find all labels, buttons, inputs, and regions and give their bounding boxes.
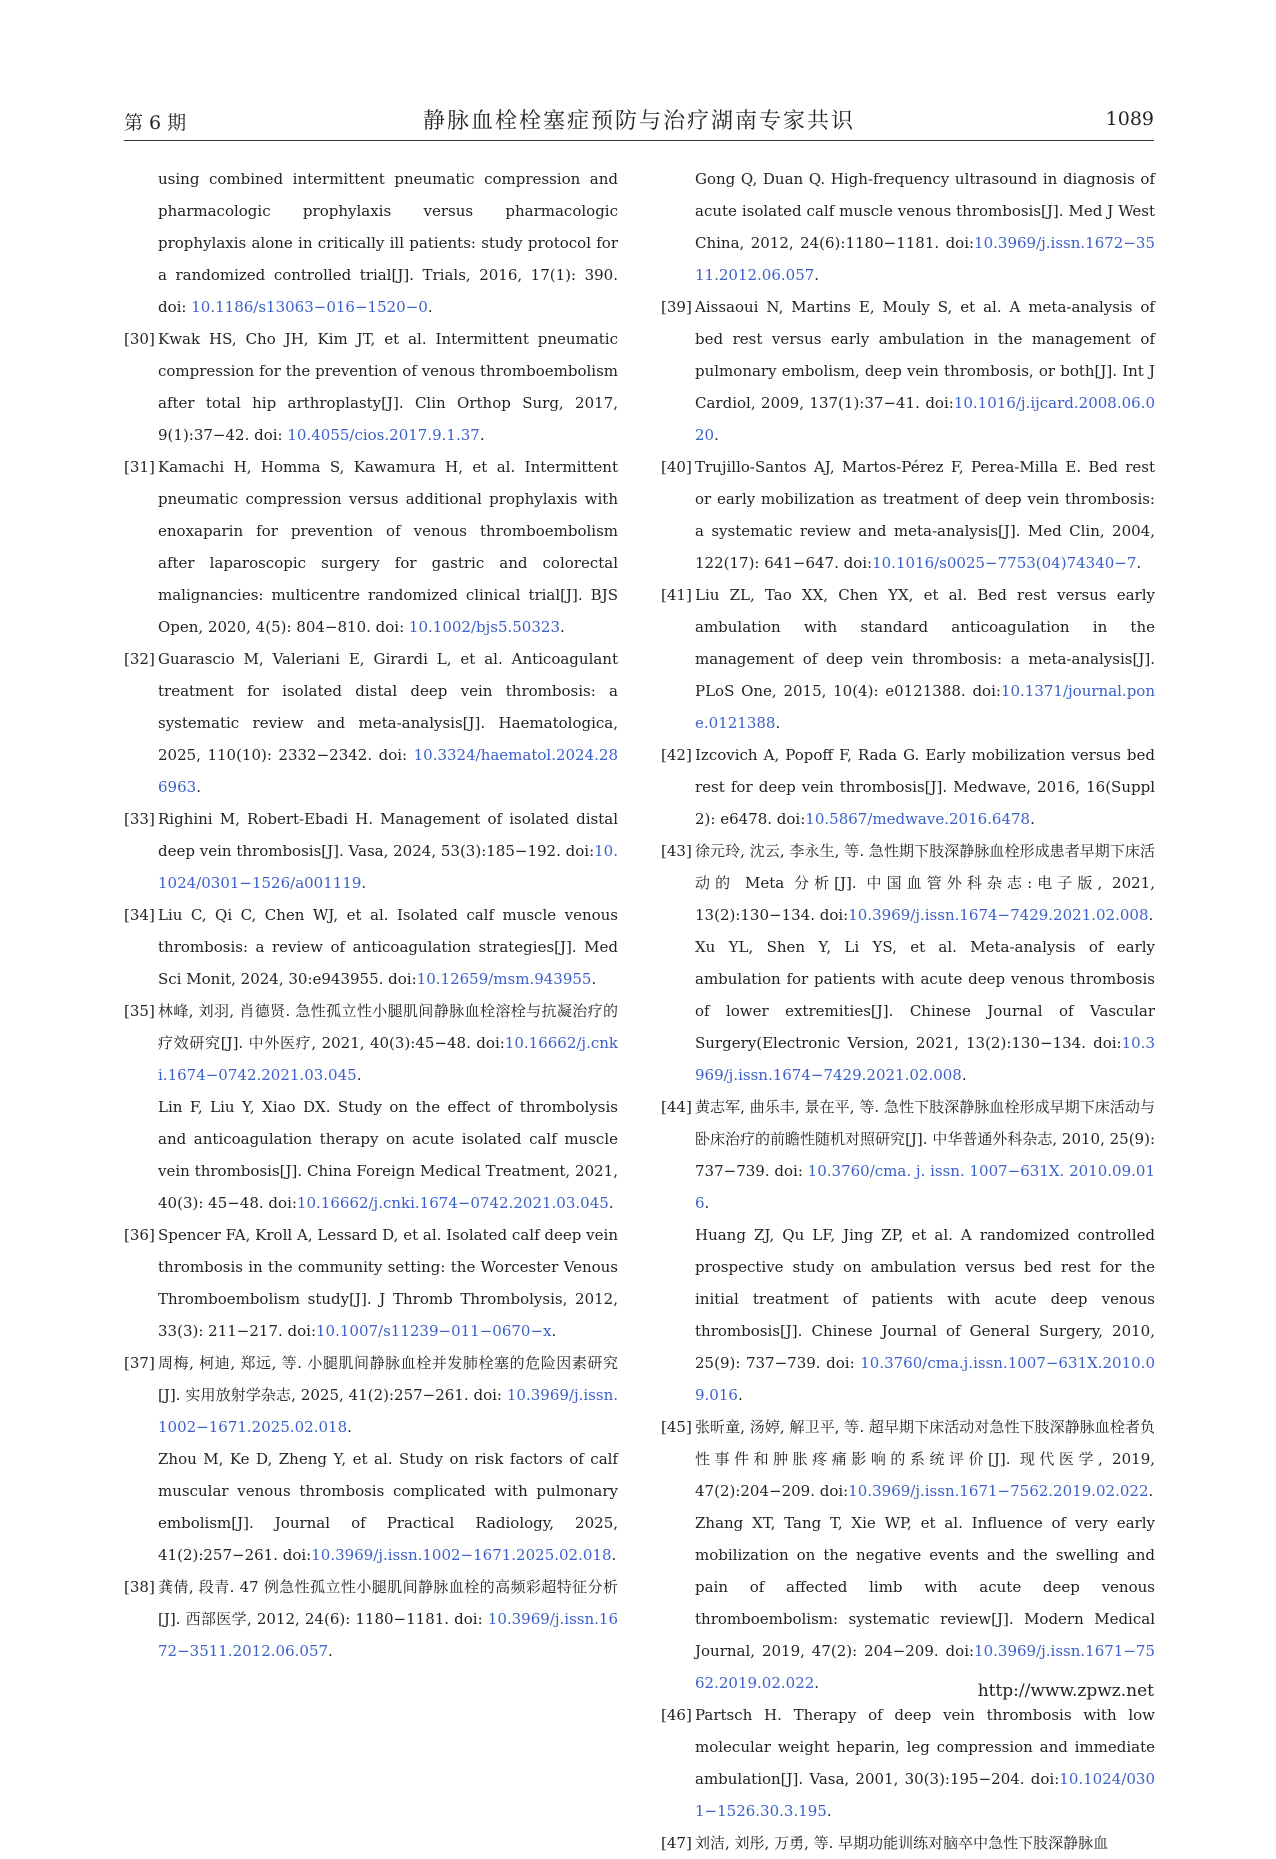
reference-entry (124, 1571, 618, 1667)
doi-link[interactable]: 10.1002/bjs5.50323 (408, 618, 560, 636)
doi-link[interactable]: 10.3969/j.issn.1671−7562.2019.02.022 (695, 1642, 1155, 1692)
reference-number: [41] (661, 586, 692, 604)
reference-end: . (611, 1546, 617, 1564)
reference-text: Kwak HS, Cho JH, Kim JT, et al. Intermittent pneumatic compression for the prevention of venous thromboembolism after total hip arthroplasty[J]. Clin Orthop Surg, 2017, 9(1):37−42. doi: (158, 330, 618, 444)
doi-link[interactable]: 10.5867/medwave.2016.6478 (805, 810, 1031, 828)
running-header (124, 104, 1154, 141)
reference-end: . (361, 874, 367, 892)
reference-entry (661, 291, 1155, 451)
doi-link[interactable]: 10.3760/cma.j.issn.1007−631X.2010.09.016 (695, 1354, 1155, 1404)
doi-link[interactable]: 10.4055/cios.2017.9.1.37 (287, 426, 480, 444)
doi-link[interactable]: 10.1186/s13063−016−1520−0 (191, 298, 428, 316)
reference-end: . (328, 1642, 333, 1660)
reference-entry (124, 995, 618, 1091)
reference-text: 周梅, 柯迪, 郑远, 等. 小腿肌间静脉血栓并发肺栓塞的危险因素研究[J]. 实用放射学杂志, 2025, 41(2):257−261. doi: (158, 1354, 618, 1404)
reference-entry (661, 1827, 1155, 1859)
reference-number: [42] (661, 746, 692, 764)
reference-end: . (814, 1674, 820, 1692)
reference-end: . (704, 1194, 710, 1212)
reference-entry (124, 1347, 618, 1443)
page-number: 1089 (1105, 108, 1154, 130)
doi-link[interactable]: 10.12659/msm.943955 (416, 970, 592, 988)
reference-english-text: Xu YL, Shen Y, Li YS, et al. Meta-analysis of early ambulation for patients with acute deep venous thrombosis of lower extremities[J]. Chinese Journal of Vascular Surgery(Electronic Version, 2021, 13(2):130−134. doi: (695, 938, 1155, 1052)
reference-end: . (826, 1802, 832, 1820)
reference-entry (124, 803, 618, 899)
reference-text: Trujillo-Santos AJ, Martos-Pérez F, Perea-Milla E. Bed rest or early mobilization as treatment of deep vein thrombosis: a systematic review and meta-analysis[J]. Med Clin, 2004, 122(17): 641−647. doi: (695, 458, 1155, 572)
reference-english-translation (124, 1091, 618, 1219)
reference-number: [35] (124, 1002, 155, 1020)
reference-entry (661, 163, 1155, 291)
doi-link[interactable]: 10.3969/j.issn.1674−7429.2021.02.008 (848, 906, 1149, 924)
reference-number: [32] (124, 650, 155, 668)
reference-end: . (559, 618, 565, 636)
reference-english-text: Zhang XT, Tang T, Xie WP, et al. Influence of very early mobilization on the negative events and the swelling and pain of affected limb with acute deep venous thromboembolism: systematic review[J]. Modern Medical Journal, 2019, 47(2): 204−209. doi: (695, 1514, 1155, 1660)
reference-column-right (661, 163, 1155, 1859)
doi-link[interactable]: 10.1024/0301−1526/a001119 (158, 842, 618, 892)
doi-link[interactable]: 10.16662/j.cnki.1674−0742.2021.03.045 (296, 1194, 609, 1212)
reference-end: . (356, 1066, 362, 1084)
doi-link[interactable]: 10.16662/j.cnki.1674−0742.2021.03.045 (158, 1034, 618, 1084)
reference-entry (661, 739, 1155, 835)
reference-text: 龚倩, 段青. 47 例急性孤立性小腿肌间静脉血栓的高频彩超特征分析[J]. 西部医学, 2012, 24(6): 1180−1181. doi: (158, 1578, 618, 1628)
reference-end: . (347, 1418, 352, 1436)
reference-number: [46] (661, 1706, 692, 1724)
reference-number: [31] (124, 458, 155, 476)
reference-text: Izcovich A, Popoff F, Rada G. Early mobilization versus bed rest for deep vein thrombosis[J]. Medwave, 2016, 16(Suppl 2): e6478. doi: (695, 746, 1155, 828)
reference-number: [47] (661, 1834, 692, 1852)
reference-end: . (1136, 554, 1142, 572)
reference-number: [30] (124, 330, 155, 348)
doi-link[interactable]: 10.3969/j.issn.1674−7429.2021.02.008 (695, 1034, 1155, 1084)
reference-number: [43] (661, 842, 692, 860)
reference-end: . (427, 298, 433, 316)
reference-text: Gong Q, Duan Q. High-frequency ultrasound in diagnosis of acute isolated calf muscle venous thrombosis[J]. Med J West China, 2012, 24(6):1180−1181. doi: (695, 170, 1155, 252)
reference-number: [38] (124, 1578, 155, 1596)
reference-text: Partsch H. Therapy of deep vein thrombosis with low molecular weight heparin, leg compression and immediate ambulation[J]. Vasa, 2001, 30(3):195−204. doi: (695, 1706, 1155, 1788)
reference-entry (124, 323, 618, 451)
reference-text: Liu C, Qi C, Chen WJ, et al. Isolated calf muscle venous thrombosis: a review of anticoagulation strategies[J]. Med Sci Monit, 2024, 30:e943955. doi: (158, 906, 618, 988)
issue-number: 第 6 期 (124, 112, 187, 134)
reference-text: Guarascio M, Valeriani E, Girardi L, et al. Anticoagulant treatment for isolated distal deep vein thrombosis: a systematic review and meta-analysis[J]. Haematologica, 2025, 110(10): 2332−2342. doi: (158, 650, 618, 764)
reference-end: . (1148, 1482, 1154, 1500)
reference-english-text: Zhou M, Ke D, Zheng Y, et al. Study on risk factors of calf muscular venous thrombosis complicated with pulmonary embolism[J]. Journal of Practical Radiology, 2025, 41(2):257−261. doi: (158, 1450, 618, 1564)
reference-number: [39] (661, 298, 692, 316)
reference-text: 林峰, 刘羽, 肖德贤. 急性孤立性小腿肌间静脉血栓溶栓与抗凝治疗的疗效研究[J]. 中外医疗, 2021, 40(3):45−48. doi: (158, 1002, 618, 1052)
reference-number: [37] (124, 1354, 155, 1372)
reference-end: . (775, 714, 781, 732)
reference-end: . (714, 426, 719, 444)
reference-text: 黄志军, 曲乐丰, 景在平, 等. 急性下肢深静脉血栓形成早期下床活动与卧床治疗的前瞻性随机对照研究[J]. 中华普通外科杂志, 2010, 25(9): 737−739. doi: (695, 1098, 1155, 1180)
doi-link[interactable]: 10.3969/j.issn.1002−1671.2025.02.018 (311, 1546, 612, 1564)
reference-text: 徐元玲, 沈云, 李永生, 等. 急性期下肢深静脉血栓形成患者早期下床活动的 Meta 分析[J]. 中国血管外科杂志:电子版, 2021, 13(2):130−134. doi: (695, 842, 1155, 924)
reference-text: using combined intermittent pneumatic compression and pharmacologic prophylaxis versus pharmacologic prophylaxis alone in critically ill patients: study protocol for a randomized controlled trial[J]. Trials, 2016, 17(1): 390. doi: (158, 170, 618, 316)
reference-number: [33] (124, 810, 155, 828)
footer-url[interactable]: http://www.zpwz.net (977, 1681, 1154, 1701)
reference-text: Righini M, Robert-Ebadi H. Management of isolated distal deep vein thrombosis[J]. Vasa, 2024, 53(3):185−192. doi: (158, 810, 618, 860)
doi-link[interactable]: 10.3969/j.issn.1672−3511.2012.06.057 (158, 1610, 618, 1660)
reference-end: . (479, 426, 485, 444)
doi-link[interactable]: 10.3969/j.issn.1671−7562.2019.02.022 (848, 1482, 1149, 1500)
reference-number: [45] (661, 1418, 692, 1436)
reference-entry (124, 899, 618, 995)
doi-link[interactable]: 10.1371/journal.pone.0121388 (695, 682, 1155, 732)
doi-link[interactable]: 10.1016/j.ijcard.2008.06.020 (695, 394, 1155, 444)
reference-end: . (591, 970, 597, 988)
reference-entry (661, 1699, 1155, 1827)
doi-link[interactable]: 10.1007/s11239−011−0670−x (316, 1322, 552, 1340)
reference-entry (124, 163, 618, 323)
reference-text: Liu ZL, Tao XX, Chen YX, et al. Bed rest versus early ambulation with standard anticoagulation in the management of deep vein thrombosis: a meta-analysis[J]. PLoS One, 2015, 10(4): e0121388. doi: (695, 586, 1155, 700)
reference-entry (661, 451, 1155, 579)
doi-link[interactable]: 10.3969/j.issn.1002−1671.2025.02.018 (158, 1386, 618, 1436)
reference-number: [36] (124, 1226, 155, 1244)
reference-end: . (737, 1386, 743, 1404)
reference-end: . (551, 1322, 557, 1340)
reference-english-translation (661, 1507, 1155, 1699)
reference-number: [44] (661, 1098, 692, 1116)
reference-entry (661, 579, 1155, 739)
reference-number: [40] (661, 458, 692, 476)
doi-link[interactable]: 10.1016/s0025−7753(04)74340−7 (872, 554, 1137, 572)
reference-end: . (196, 778, 201, 796)
reference-end: . (961, 1066, 967, 1084)
reference-english-translation (124, 1443, 618, 1571)
reference-entry (124, 643, 618, 803)
doi-link[interactable]: 10.3760/cma. j. issn. 1007−631X. 2010.09.016 (695, 1162, 1155, 1212)
doi-link[interactable]: 10.1024/0301−1526.30.3.195 (695, 1770, 1155, 1820)
doi-link[interactable]: 10.3969/j.issn.1672−3511.2012.06.057 (695, 234, 1155, 284)
reference-entry (661, 835, 1155, 931)
reference-end: . (608, 1194, 614, 1212)
reference-entry (661, 1411, 1155, 1507)
reference-english-text: Huang ZJ, Qu LF, Jing ZP, et al. A randomized controlled prospective study on ambulation versus bed rest for the initial treatment of patients with acute deep venous thrombosis[J]. Chinese Journal of General Surgery, 2010, 25(9): 737−739. doi: (695, 1226, 1155, 1372)
reference-text: 刘洁, 刘彤, 万勇, 等. 早期功能训练对脑卒中急性下肢深静脉血 (695, 1834, 1109, 1852)
reference-english-text: Lin F, Liu Y, Xiao DX. Study on the effect of thrombolysis and anticoagulation therapy on acute isolated calf muscle vein thrombosis[J]. China Foreign Medical Treatment, 2021, 40(3): 45−48. doi: (158, 1098, 618, 1212)
reference-english-translation (661, 1219, 1155, 1411)
doi-link[interactable]: 10.3324/haematol.2024.286963 (158, 746, 618, 796)
reference-number: [34] (124, 906, 155, 924)
reference-entry (661, 1091, 1155, 1219)
reference-entry (124, 451, 618, 643)
reference-text: Spencer FA, Kroll A, Lessard D, et al. Isolated calf deep vein thrombosis in the community setting: the Worcester Venous Thromboembolism study[J]. J Thromb Thrombolysis, 2012, 33(3): 211−217. doi: (158, 1226, 618, 1340)
reference-entry (124, 1219, 618, 1347)
running-title: 静脉血栓栓塞症预防与治疗湖南专家共识 (422, 109, 855, 134)
reference-text: 张昕童, 汤婷, 解卫平, 等. 超早期下床活动对急性下肢深静脉血栓者负性事件和肿胀疼痛影响的系统评价[J]. 现代医学, 2019, 47(2):204−209. doi: (695, 1418, 1155, 1500)
reference-english-translation (661, 931, 1155, 1091)
reference-end: . (1030, 810, 1035, 828)
reference-end: . (814, 266, 820, 284)
reference-column-left (124, 163, 618, 1667)
reference-end: . (1148, 906, 1154, 924)
reference-text: Kamachi H, Homma S, Kawamura H, et al. Intermittent pneumatic compression versus additional prophylaxis with enoxaparin for prevention of venous thromboembolism after laparoscopic surgery for gastric and colorectal malignancies: multicentre randomized clinical trial[J]. BJS Open, 2020, 4(5): 804−810. doi: (158, 458, 618, 636)
reference-text: Aissaoui N, Martins E, Mouly S, et al. A meta-analysis of bed rest versus early ambulation in the management of pulmonary embolism, deep vein thrombosis, or both[J]. Int J Cardiol, 2009, 137(1):37−41. doi: (695, 298, 1155, 412)
